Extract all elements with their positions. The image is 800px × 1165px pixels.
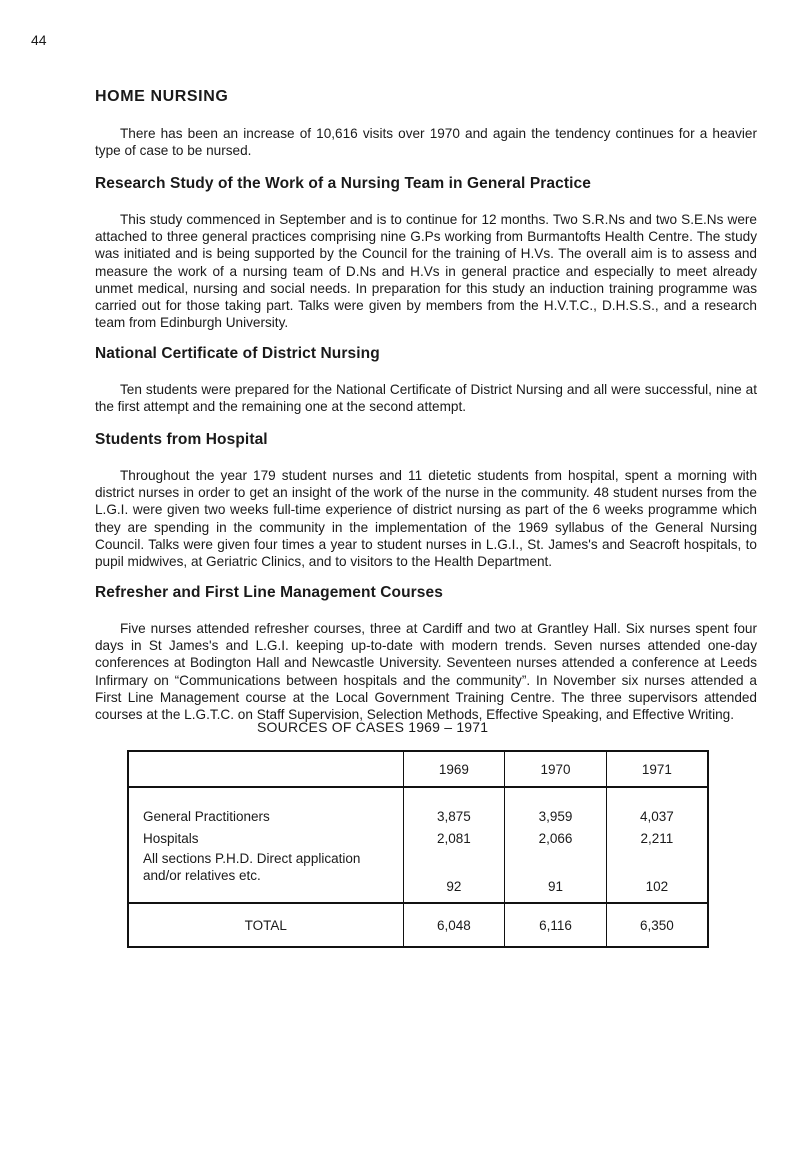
cell-value: 3,959 bbox=[505, 787, 607, 824]
table-header-1969: 1969 bbox=[403, 751, 505, 787]
table-header-1971: 1971 bbox=[606, 751, 708, 787]
section-body-research-study: This study commenced in September and is to continue for 12 months. Two S.R.Ns and two S.E.Ns were attached to three general practices comprising nine G.Ps working from Burmantofts Health Centre. The study was initiated and is being supported by the Council for the training of H.Vs. The overall aim is to assess and measure the work of a nursing team of D.Ns and H.Vs in general practice and especially to meet already unmet medical, nursing and social needs. In preparation for this study an induction training programme was carried out for those taking part. Talks were given by members from the H.V.T.C., D.H.S.S., and a research team from Edinburgh University. bbox=[95, 212, 757, 331]
row-label-line: All sections P.H.D. Direct application bbox=[143, 851, 361, 866]
cell-value: 2,081 bbox=[403, 824, 505, 846]
table-title: SOURCES OF CASES 1969 – 1971 bbox=[257, 719, 489, 735]
section-heading-refresher-courses: Refresher and First Line Management Courses bbox=[95, 584, 443, 601]
row-label-line: and/or relatives etc. bbox=[143, 868, 261, 883]
row-label bbox=[128, 846, 403, 903]
table-row bbox=[128, 787, 708, 824]
table-header-blank bbox=[128, 751, 403, 787]
table-row bbox=[128, 846, 708, 903]
section-heading-students-from-hospital: Students from Hospital bbox=[95, 431, 268, 448]
page-number: 44 bbox=[31, 32, 47, 48]
cell-value: 102 bbox=[606, 846, 708, 903]
total-label: TOTAL bbox=[128, 903, 403, 947]
table-header-row bbox=[128, 751, 708, 787]
cell-value: 2,211 bbox=[606, 824, 708, 846]
cell-value: 4,037 bbox=[606, 787, 708, 824]
section-body-refresher-courses: Five nurses attended refresher courses, three at Cardiff and two at Grantley Hall. Six nurses spent four days in St James's and L.G.I. keeping up-to-date with modern trends. Seven nurses attended one-day conferences at Bodington Hall and Newcastle University. Seventeen nurses attended a conference at Leeds Infirmary on “Communications between hospitals and the community”. In November six nurses attended a First Line Management course at the Local Government Training Centre. The three supervisors attended courses at the L.G.T.C. on Staff Supervision, Selection Methods, Effective Speaking, and Effective Writing. bbox=[95, 621, 757, 723]
section-body-national-certificate: Ten students were prepared for the National Certificate of District Nursing and all were successful, nine at the first attempt and the remaining one at the second attempt. bbox=[95, 382, 757, 415]
section-body-students-from-hospital: Throughout the year 179 student nurses and 11 dietetic students from hospital, spent a morning with district nurses in order to get an insight of the work of the nurse in the community. 48 student nurses from the L.G.I. were given two weeks full-time experience of district nursing as part of the 6 weeks programme which they are spending in the community in the implementation of the 1969 syllabus of the General Nursing Council. Talks were given four times a year to student nurses in L.G.I., St. James's and Seacroft hospitals, to pupil midwives, at Geriatric Clinics, and to visitors to the Health Department. bbox=[95, 468, 757, 570]
total-value: 6,116 bbox=[505, 903, 607, 947]
section-heading-research-study: Research Study of the Work of a Nursing Team in General Practice bbox=[95, 175, 591, 192]
table-total-row bbox=[128, 903, 708, 947]
table-header-1970: 1970 bbox=[505, 751, 607, 787]
total-value: 6,048 bbox=[403, 903, 505, 947]
cell-value: 2,066 bbox=[505, 824, 607, 846]
table-row bbox=[128, 824, 708, 846]
page-title: HOME NURSING bbox=[95, 88, 229, 105]
cell-value: 92 bbox=[403, 846, 505, 903]
cell-value: 3,875 bbox=[403, 787, 505, 824]
sources-of-cases-table bbox=[127, 750, 709, 948]
total-value: 6,350 bbox=[606, 903, 708, 947]
section-heading-national-certificate: National Certificate of District Nursing bbox=[95, 345, 380, 362]
intro-paragraph: There has been an increase of 10,616 visits over 1970 and again the tendency continues for a heavier type of case to be nursed. bbox=[95, 126, 757, 159]
row-label: General Practitioners bbox=[128, 787, 403, 824]
row-label: Hospitals bbox=[128, 824, 403, 846]
cell-value: 91 bbox=[505, 846, 607, 903]
